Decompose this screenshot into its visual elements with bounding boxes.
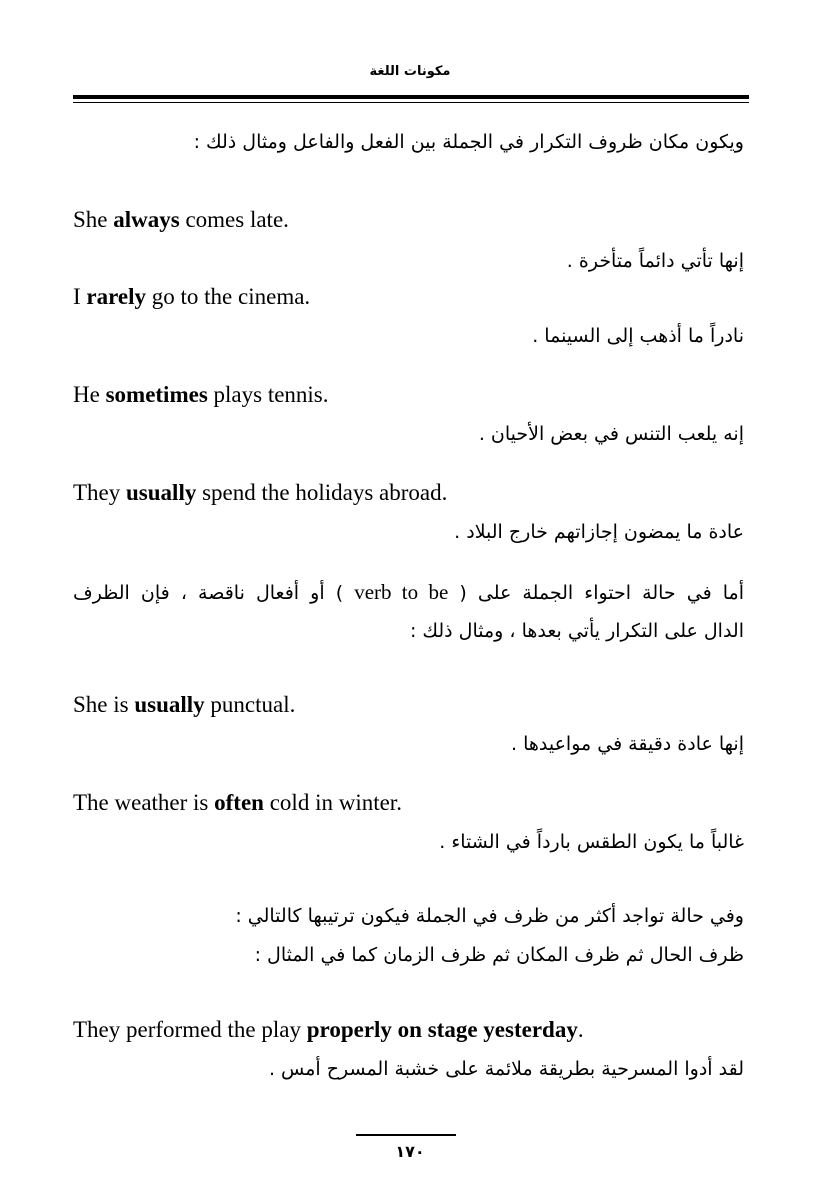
order-note-line2: ظرف الحال ثم ظرف المكان ثم ظرف الزمان كما في المثال :: [254, 944, 744, 966]
adverb-highlight: usually: [134, 692, 205, 717]
example-ar-3: إنه يلعب التنس في بعض الأحيان .: [478, 423, 744, 445]
example-en-1: She always comes late.: [73, 207, 289, 232]
order-note-line1: وفي حالة تواجد أكثر من ظرف في الجملة فيكون ترتيبها كالتالي :: [235, 905, 744, 927]
final-example-en: They performed the play properly on stage yesterday.: [73, 1017, 584, 1042]
adverb-highlight: sometimes: [105, 382, 208, 407]
running-header: مكونات اللغة: [369, 64, 451, 79]
example-ar-2: نادراً ما أذهب إلى السينما .: [532, 325, 744, 347]
adverb-highlight: always: [113, 207, 180, 232]
adverb-highlight: often: [214, 790, 264, 815]
header-rule-thin: [73, 102, 749, 103]
adverb-highlight: rarely: [86, 284, 147, 309]
example-en-4: They usually spend the holidays abroad.: [73, 480, 448, 505]
page-number: ١٧٠: [395, 1142, 425, 1161]
example-ar-1: إنها تأتي دائماً متأخرة .: [566, 250, 744, 272]
intro-paragraph: ويكون مكان ظروف التكرار في الجملة بين الفعل والفاعل ومثال ذلك :: [193, 131, 744, 153]
example-en-2: I rarely go to the cinema.: [73, 284, 311, 309]
example-ar-5: إنها عادة دقيقة في مواعيدها .: [510, 733, 744, 755]
adverb-highlight: properly on stage yesterday: [306, 1017, 578, 1042]
example-en-3: He sometimes plays tennis.: [73, 382, 329, 407]
adverb-highlight: usually: [126, 480, 197, 505]
footer-rule: [356, 1134, 456, 1136]
verb-to-be-note-line1: أما في حالة احتواء الجملة على ( verb to be ) أو أفعال ناقصة ، فإن الظرف: [73, 580, 744, 604]
example-en-5: She is usually punctual.: [73, 692, 296, 717]
example-ar-4: عادة ما يمضون إجازاتهم خارج البلاد .: [454, 521, 744, 543]
example-ar-6: غالباً ما يكون الطقس بارداً في الشتاء .: [439, 831, 744, 853]
final-example-ar: لقد أدوا المسرحية بطريقة ملائمة على خشبة المسرح أمس .: [268, 1058, 744, 1080]
header-rule-thick: [73, 95, 749, 99]
verb-to-be-note-line2: الدال على التكرار يأتي بعدها ، ومثال ذلك :: [409, 620, 744, 642]
example-en-6: The weather is often cold in winter.: [73, 790, 402, 815]
